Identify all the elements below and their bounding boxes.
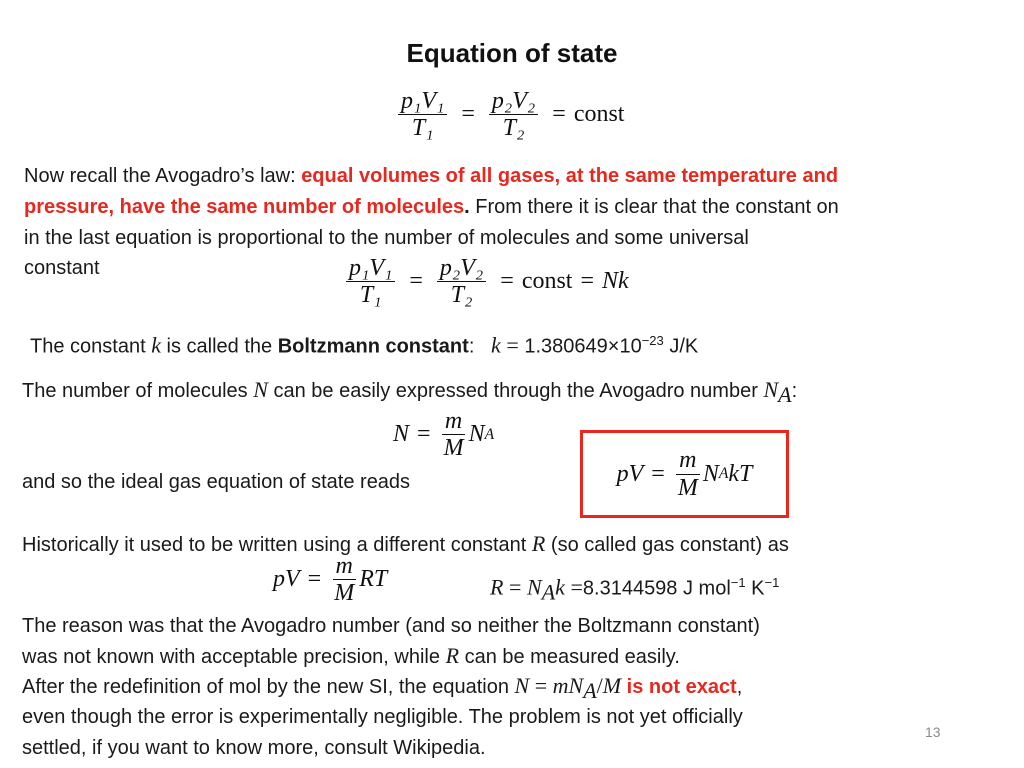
gas-constant-equation [490,568,779,608]
rt-term: RT [359,566,388,593]
na-symbol: N [468,421,485,448]
text: , [736,676,743,698]
text: can be measured easily. [459,646,680,668]
equals-sign: = [552,101,566,128]
unit: K [745,577,765,600]
denominator: M [677,474,698,501]
text: : [791,380,798,402]
avogadro-intro: Now recall the Avogadro’s law: [24,165,302,187]
pv-term: pV [273,566,300,593]
exponent: −1 [764,575,780,590]
equation-state-ratio [392,88,624,142]
equals-sign: = [651,460,665,487]
text: (so called gas constant) as [545,534,789,556]
const-term: const [573,101,625,128]
fraction-m-over-M [675,447,701,501]
subscript: A [778,382,792,407]
denominator: M [443,435,464,462]
subscript: A [541,579,556,605]
denominator-1: T₁ [411,115,434,142]
period: . [464,196,470,218]
numerator-2: p₂V₂ [437,255,486,282]
r-symbol: R [490,574,504,600]
avogadro-law-highlight-2: pressure, have the same number of molecules [24,196,465,218]
numerator-2: p₂V₂ [489,88,538,115]
na-symbol: N [763,377,779,402]
text: Historically it used to be written using a different constant [22,534,532,556]
numerator-1: p₁V₁ [346,255,395,282]
molar-mass-symbol: M [602,673,622,698]
paragraph-line-3: in the last equation is proportional to the number of molecules and some universal [24,227,749,249]
equals-sign: = [580,268,595,295]
numerator: m [676,447,699,474]
divide-sign: / [596,673,603,698]
equals-sign: = [307,566,322,593]
denominator: M [334,580,355,607]
paragraph-line-1 [24,161,838,191]
historic-line [22,529,789,560]
boltzmann-value: 1.380649×10 [524,335,642,358]
slide-title: Equation of state [406,38,618,68]
numerator: m [333,553,356,580]
numerator: m [442,408,465,435]
r-symbol: R [531,531,546,556]
ideal-gas-text: and so the ideal gas equation of state reads [22,471,411,493]
na-symbol: N [568,673,584,698]
subscript: A [583,678,597,703]
text: After the redefinition of mol by the new SI, the equation [22,676,515,698]
denominator-1: T₁ [359,282,382,309]
closing-line-5: settled, if you want to know more, consult Wikipedia. [22,737,486,759]
r-symbol: R [445,643,460,668]
equals-sign: = [417,421,431,448]
avogadro-law-highlight-1: equal volumes of all gases, at the same temperature and [301,165,839,187]
text: can be easily expressed through the Avogadro number [267,380,764,402]
page-number: 13 [925,724,941,740]
const-term: const [521,268,573,295]
k-symbol: k [151,332,161,358]
equals-sign: = [409,268,423,295]
n-symbol: N [253,377,268,402]
text: : [468,335,475,358]
fraction-1 [346,255,395,309]
equals-sign: = [570,574,583,600]
boltzmann-constant-label: Boltzmann constant [277,335,469,358]
na-symbol: N [702,460,719,487]
ideal-gas-equation-box [580,430,789,518]
text: The constant [30,335,152,358]
equation-pv-mrt [273,553,387,607]
fraction-2 [489,88,538,142]
closing-line-4: even though the error is experimentally negligible. The problem is not yet officially [22,706,743,728]
unit: J/K [663,335,699,358]
exponent: −23 [641,333,664,348]
k-symbol: k [491,332,501,358]
avogadro-number-line [22,375,797,410]
text: The number of molecules [22,380,254,402]
pv-term: pV [616,460,644,487]
kt-term: kT [728,460,753,487]
fraction-m-over-M [331,553,357,607]
closing-line-2 [22,641,680,672]
text: was not known with acceptable precision, while [22,646,446,668]
equals-sign: = [461,101,475,128]
paragraph-text: From there it is clear that the constant on [469,196,839,218]
k-symbol: k [555,574,565,600]
numerator-1: p₁V₁ [398,88,447,115]
text: is called the [160,335,278,358]
n-symbol: N [514,673,530,698]
m-symbol: m [552,673,569,698]
nk-term: Nk [602,268,629,295]
equals-sign: = [509,574,522,600]
equation-const-nk [340,255,629,309]
na-symbol: N [527,574,542,600]
exponent: −1 [730,575,746,590]
fraction-m-over-M [441,408,467,462]
equation-n-mna [393,408,494,462]
fraction-1 [398,88,447,142]
fraction-2 [437,255,486,309]
subscript: A [718,465,729,482]
closing-line-3 [22,671,742,706]
gas-constant-value: 8.3144598 J mol [582,577,731,600]
denominator-2: T₂ [502,115,525,142]
equals-sign: = [529,673,553,698]
denominator-2: T₂ [450,282,473,309]
not-exact-highlight: is not exact [621,676,737,698]
paragraph-line-2 [24,192,839,222]
equals-sign: = [500,268,514,295]
boltzmann-line [30,326,698,362]
n-symbol: N [393,421,410,448]
equals-sign: = [506,332,519,358]
subscript: A [484,425,495,443]
paragraph-line-4: constant [24,257,100,279]
closing-line-1: The reason was that the Avogadro number (and so neither the Boltzmann constant) [22,615,760,637]
equation-ideal-gas [617,447,753,501]
